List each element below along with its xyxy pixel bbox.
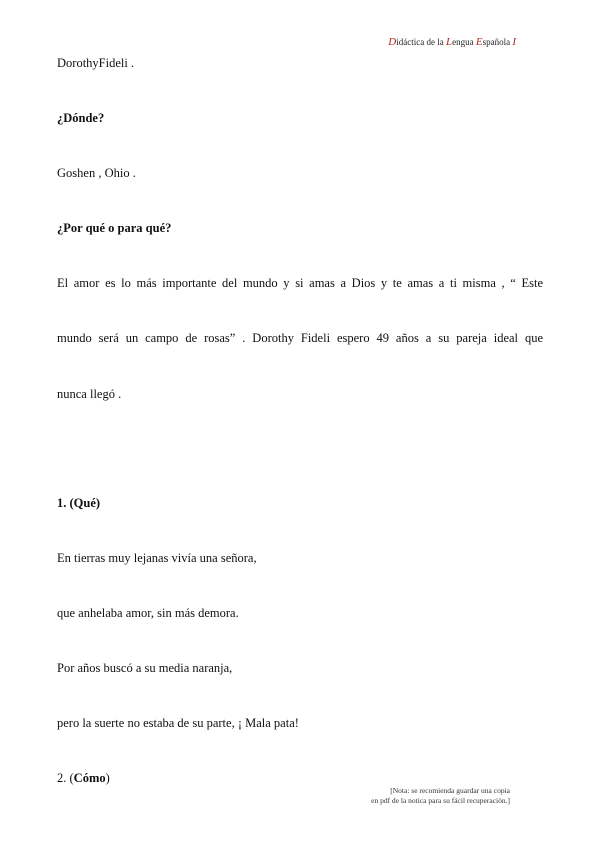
why-paragraph-line-1: El amor es lo más importante del mundo y si amas a Dios y te amas a ti misma , “ Este [57,276,543,290]
footer-note [371,786,510,806]
section-2-number: 2. ( [57,771,74,785]
footer-note-line-1: [Nota: se recomienda guardar una copia [390,786,510,795]
section-2-heading [57,771,110,786]
why-heading: ¿Por qué o para qué? [57,221,172,235]
header-initial-l: L [445,36,453,48]
section-2-close: ) [105,771,110,785]
header-text: engua [452,37,476,47]
header-text: spañola [482,37,513,47]
where-heading: ¿Dónde? [57,111,105,125]
footer-note-line-2: en pdf de la notica para su fácil recuperación.] [371,796,510,805]
header-initial-d: D [388,36,397,48]
header-roman-numeral: I [512,36,516,48]
section-2-word: Cómo [73,771,106,785]
why-paragraph-line-2: mundo será un campo de rosas” . Dorothy Fideli espero 49 años a su pareja ideal que [57,331,543,345]
who-answer: DorothyFideli . [57,56,135,70]
header-text: idáctica de la [396,37,446,47]
verse-line-4: pero la suerte no estaba de su parte, ¡ Mala pata! [57,716,299,730]
where-answer: Goshen , Ohio . [57,166,136,180]
why-paragraph-line-3: nunca llegó . [57,387,122,401]
header-initial-e: E [475,36,483,48]
verse-line-3: Por años buscó a su media naranja, [57,661,233,675]
verse-line-1: En tierras muy lejanas vivía una señora, [57,551,257,565]
verse-line-2: que anhelaba amor, sin más demora. [57,606,239,620]
section-1-heading: 1. (Qué) [57,496,101,510]
running-header [388,36,516,48]
